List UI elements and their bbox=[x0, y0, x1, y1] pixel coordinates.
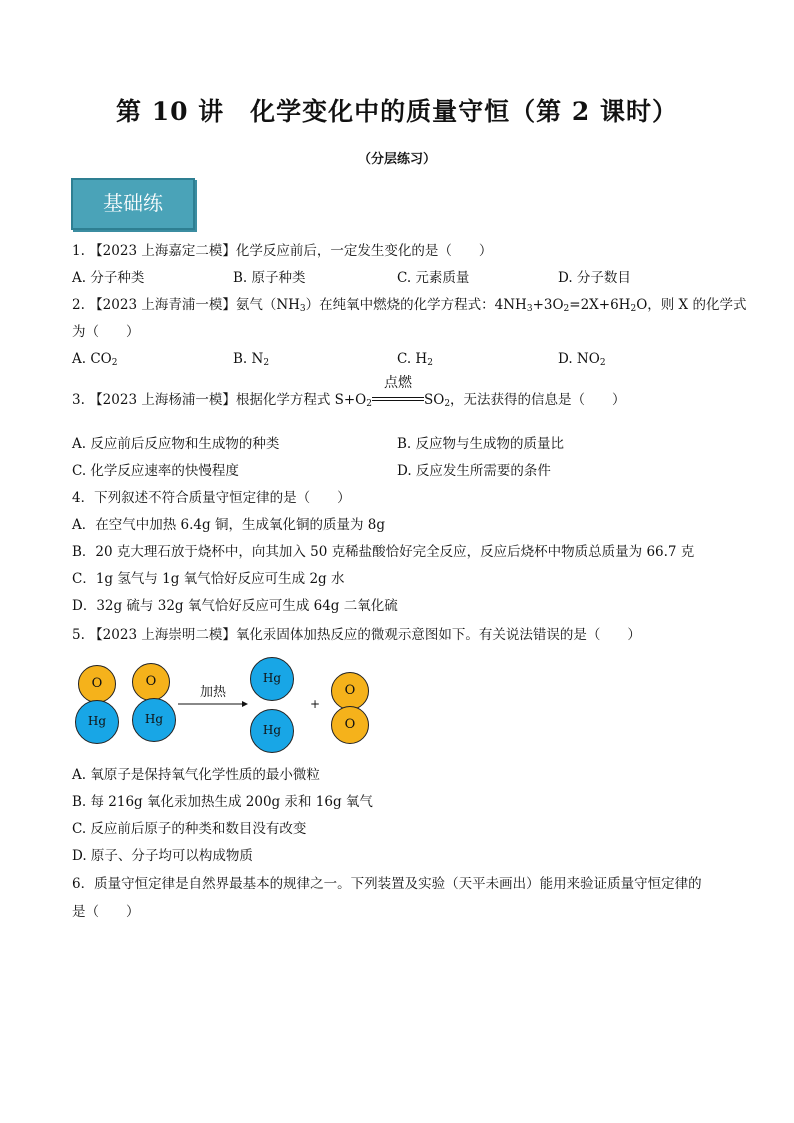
q2-option-a: A. $CO_2$ bbox=[72, 351, 118, 368]
q2-option-c: C. $H_2$ bbox=[397, 351, 433, 368]
section-badge: 基础练 bbox=[71, 178, 195, 230]
reaction-diagram bbox=[70, 655, 390, 755]
mercury-atom: Hg bbox=[132, 698, 176, 742]
q1-option-b: B. 原子种类 bbox=[233, 270, 306, 286]
question-1-stem: 1. 【2023 上海嘉定二模】化学反应前后，一定发生变化的是（ ） bbox=[72, 243, 493, 259]
oxygen-atom: O bbox=[331, 706, 369, 744]
question-3-stem: 3. 【2023 上海杨浦一模】根据化学方程式 $S+O_2$ 点燃 $SO_2$，无法获得的信息是（ ） bbox=[72, 375, 626, 409]
q5-option-c: C. 反应前后原子的种类和数目没有改变 bbox=[72, 821, 307, 837]
mercury-atom: Hg bbox=[75, 700, 119, 744]
q3-option-a: A. 反应前后反应物和生成物的种类 bbox=[72, 436, 280, 452]
mercury-atom: Hg bbox=[250, 657, 294, 701]
q2-option-b: B. $N_2$ bbox=[233, 351, 270, 368]
q1-option-d: D. 分子数目 bbox=[558, 270, 631, 286]
reaction-arrow-icon bbox=[178, 699, 248, 709]
q3-option-c: C. 化学反应速率的快慢程度 bbox=[72, 463, 239, 479]
question-6-stem-continued: 是（ ） bbox=[72, 904, 140, 920]
q5-option-a: A. 氧原子是保持氧气化学性质的最小微粒 bbox=[72, 767, 320, 783]
plus-sign: + bbox=[310, 697, 321, 711]
reaction-condition: 点燃 bbox=[372, 391, 424, 409]
question-2-stem-continued: 为（ ） bbox=[72, 324, 140, 340]
q4-option-c: C．1g 氢气与 1g 氧气恰好反应可生成 2g 水 bbox=[72, 571, 345, 587]
q1-option-c: C. 元素质量 bbox=[397, 270, 470, 286]
q4-option-b: B．20 克大理石放于烧杯中，向其加入 50 克稀盐酸恰好完全反应，反应后烧杯中物质总质量为 66.7 克 bbox=[72, 544, 695, 560]
question-5-stem: 5. 【2023 上海崇明二模】氧化汞固体加热反应的微观示意图如下。有关说法错误的是（ ） bbox=[72, 627, 641, 643]
q4-option-a: A．在空气中加热 6.4g 铜，生成氧化铜的质量为 8g bbox=[72, 517, 385, 533]
q3-option-b: B. 反应物与生成物的质量比 bbox=[397, 436, 565, 452]
q5-option-b: B. 每 216g 氧化汞加热生成 200g 汞和 16g 氧气 bbox=[72, 794, 373, 810]
question-6-stem: 6．质量守恒定律是自然界最基本的规律之一。下列装置及实验（天平未画出）能用来验证质量守恒定律的 bbox=[72, 876, 702, 892]
q5-option-d: D. 原子、分子均可以构成物质 bbox=[72, 848, 253, 864]
mercury-atom: Hg bbox=[250, 709, 294, 753]
heating-condition-label: 加热 bbox=[200, 685, 227, 700]
q1-option-a: A. 分子种类 bbox=[72, 270, 145, 286]
q2-option-d: D. $NO_2$ bbox=[558, 351, 606, 368]
page-subtitle: （分层练习） bbox=[357, 152, 436, 167]
question-4-stem: 4．下列叙述不符合质量守恒定律的是（ ） bbox=[72, 490, 351, 506]
oxygen-atom: O bbox=[132, 663, 170, 701]
question-2-stem: 2. 【2023 上海青浦一模】氨气$(NH_3)$在纯氧中燃烧的化学方程式：$4NH_3+3O_2=2X+6H_2O$，则 X 的化学式 bbox=[72, 297, 747, 314]
q3-option-d: D. 反应发生所需要的条件 bbox=[397, 463, 551, 479]
page-title: 第 10 讲 化学变化中的质量守恒（第 2 课时） bbox=[115, 97, 678, 126]
oxygen-atom: O bbox=[78, 665, 116, 703]
oxygen-atom: O bbox=[331, 672, 369, 710]
q4-option-d: D．32g 硫与 32g 氧气恰好反应可生成 64g 二氧化硫 bbox=[72, 598, 398, 614]
